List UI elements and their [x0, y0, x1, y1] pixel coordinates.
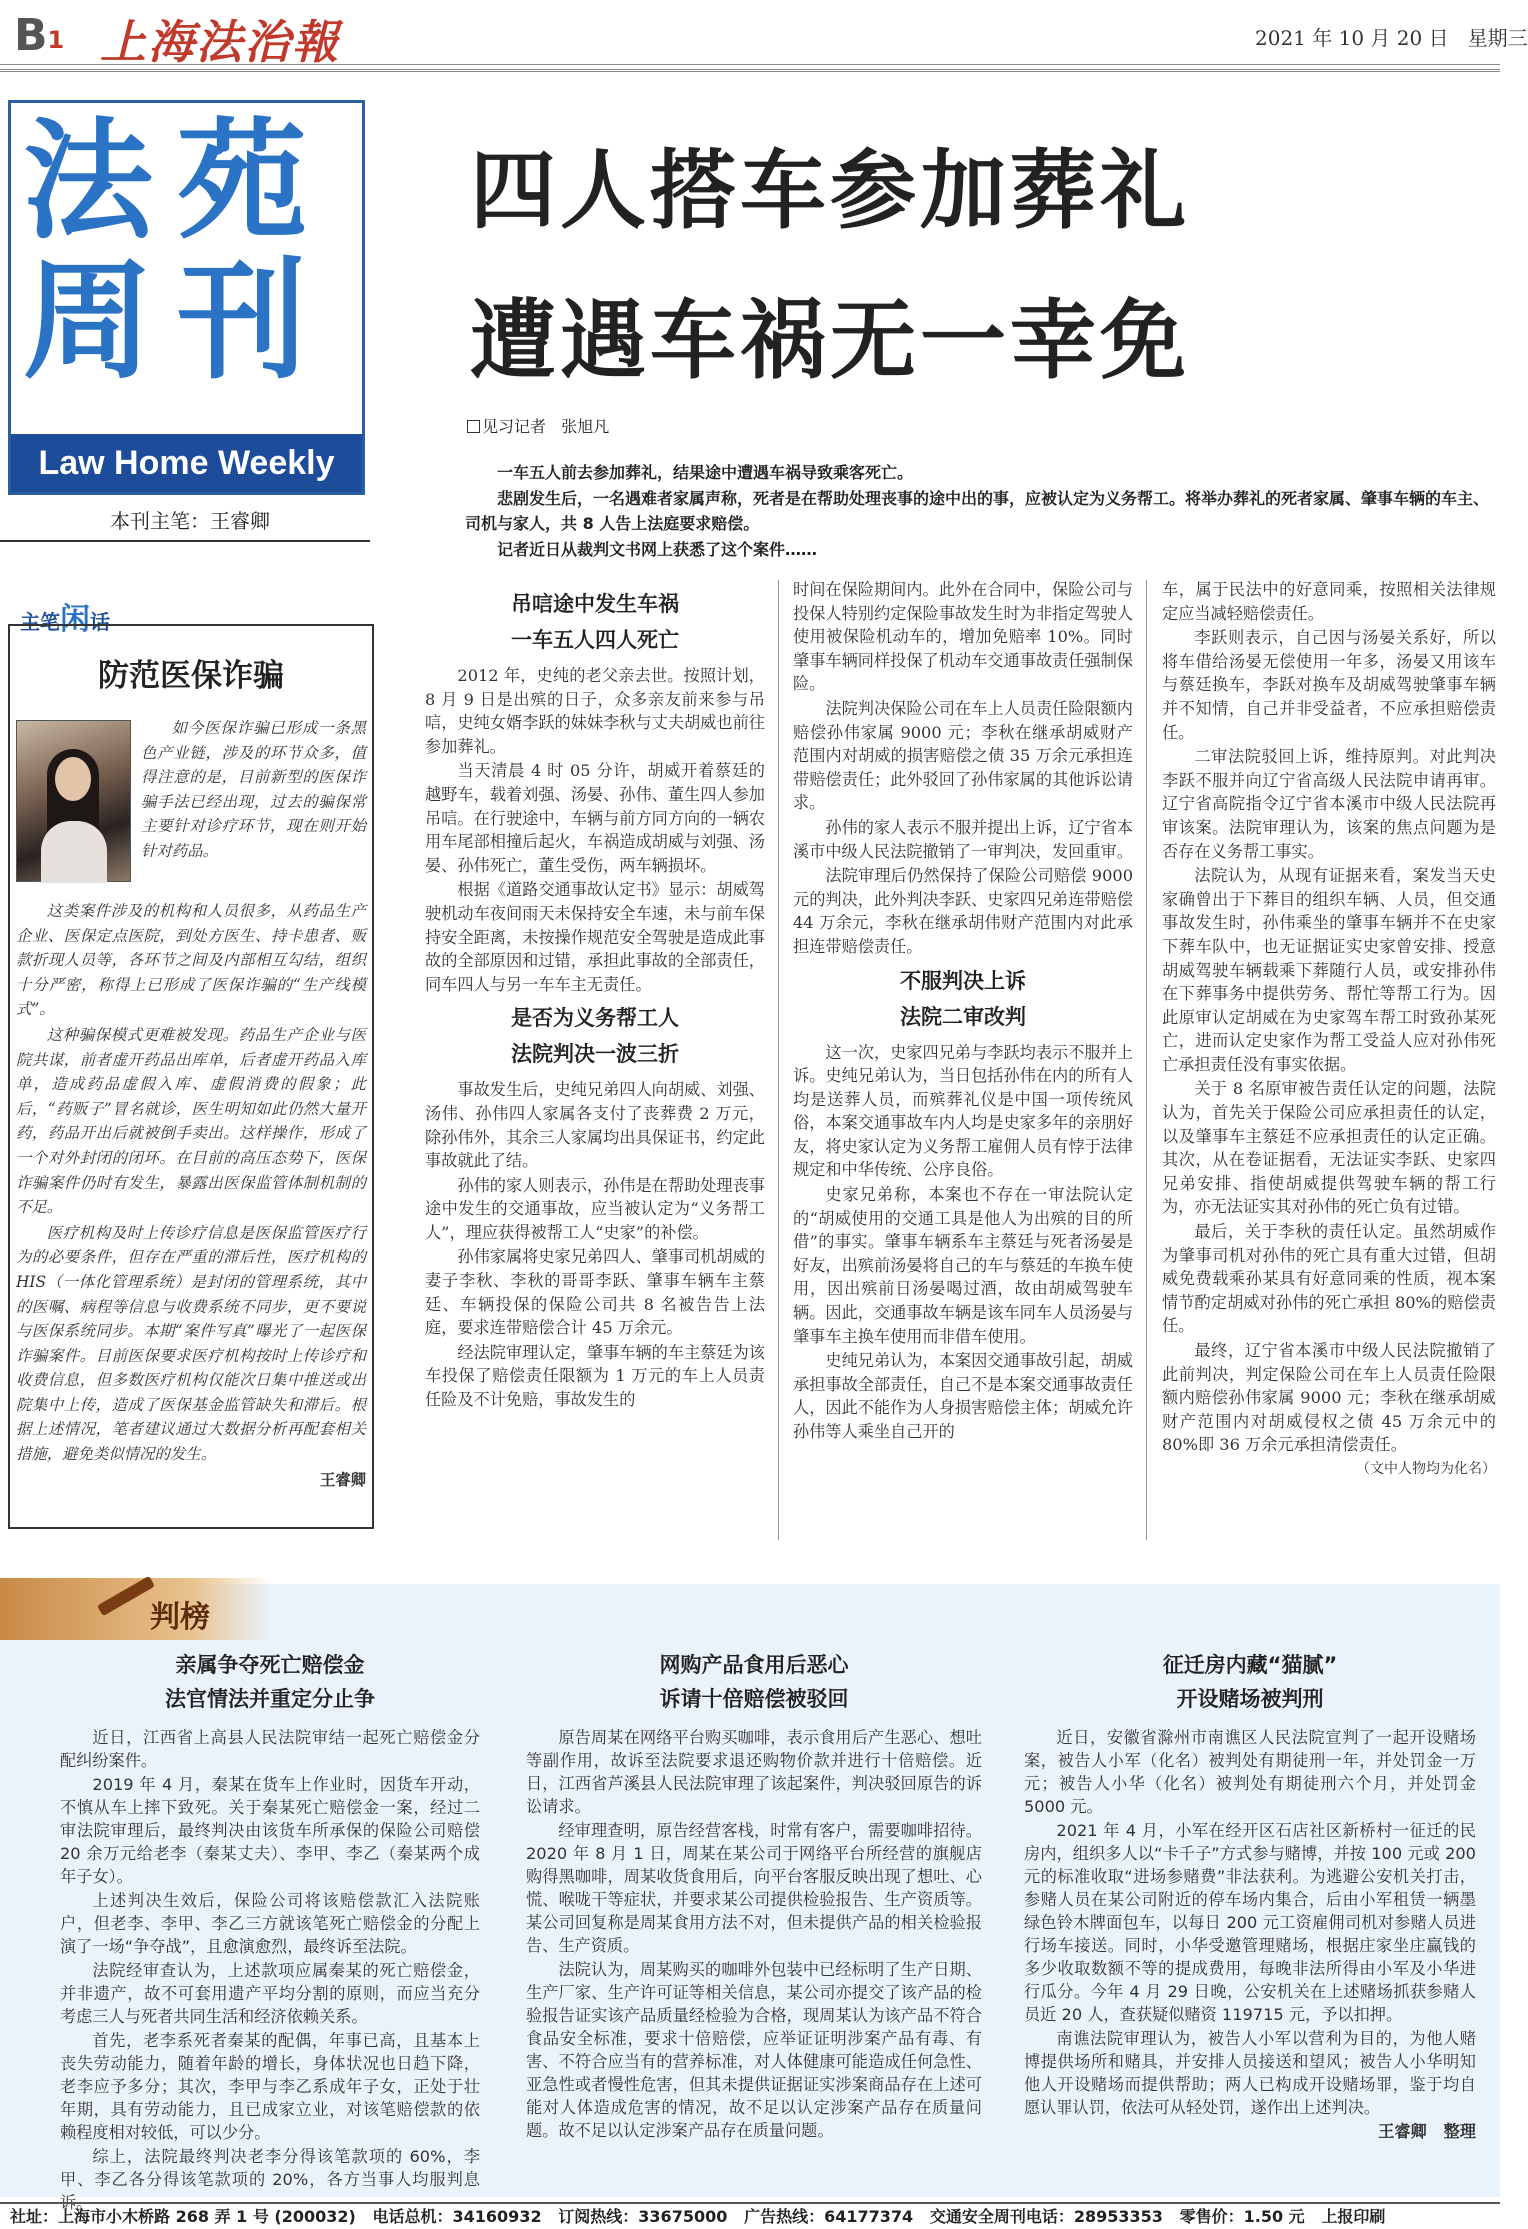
page-header: [0, 0, 1528, 72]
paragraph: 时间在保险期间内。此外在合同中，保险公司与投保人特别约定保险事故发生时为非指定驾驶人使用被保险机动车的，增加免赔率 10%。同时肇事车辆同样投保了机动车交通事故责任强制保险。: [793, 580, 1133, 694]
lead-paragraph: 一车五人前去参加葬礼，结果途中遭遇车祸导致乘客死亡。: [497, 463, 914, 482]
paragraph: 当天清晨 4 时 05 分许，胡威开着蔡廷的越野车，载着刘强、汤晏、孙伟、董生四人参加吊唁。在行驶途中，车辆与前方同方向的一辆农用车尾部相撞后起火，车祸造成胡威与刘强、汤晏、孙伟死亡，董生受伤，两车辆损坏。: [425, 761, 765, 875]
chief-editor: 本刊主笔：王睿卿: [110, 509, 270, 533]
paragraph: 经审理查明，原告经营客栈，时常有客户，需要咖啡招待。2020 年 8 月 1 日，周某在某公司于网络平台所经营的旗舰店购得黑咖啡，周某收货食用后，向平台客服反映出现了想吐、心慌、喉咙干等症状，并要求某公司提供检验报告、生产资质等。某公司回复称是周某食用方法不对，但未提供产品的相关检验报告、生产资质。: [526, 1821, 982, 1955]
verdict-title: 网购产品食用后恶心 诉请十倍赔偿被驳回: [659, 1653, 849, 1711]
paragraph: 2021 年 4 月，小军在经开区石店社区新桥村一征迁的民房内，组织多人以“卡千子”方式参与赌博，并按 100 元或 200 元的标准收取“进场参赌费”非法获利。为逃避公安机关打击，参赌人员在某公司附近的停车场内集合，后由小军租赁一辆墨绿色铃木牌面包车，以每日 200 元工资雇佣司机对参赌人员进行场车接送。同时，小华受邀管理赌场，根据庄家坐庄赢钱的多少收取数额不等的提成费用，每晚非法所得由小军及小华进行瓜分。今年 4 月 29 日晚，公安机关在上述赌场抓获参赌人员近 20 人，查获疑似赌资 119715 元，予以扣押。: [1024, 1821, 1476, 2024]
paragraph: 这一次，史家四兄弟与李跃均表示不服并上诉。史纯兄弟认为，当日包括孙伟在内的所有人均是送葬人员，而殡葬礼仪是中国一项传统风俗，本案交通事故车内人均是史家多年的亲朋好友，将史家认定为义务帮工雇佣人员有悖于法律规定和中华传统、公序良俗。: [793, 1042, 1133, 1180]
verdict-text: [60, 1726, 480, 2214]
lead-paragraph: 记者近日从裁判文书网上获悉了这个案件……: [497, 540, 818, 559]
paragraph: 原告周某在网络平台购买咖啡，表示食用后产生恶心、想吐等副作用，故诉至法院要求退还购物价款并进行十倍赔偿。近日，江西省芦溪县人民法院审理了该起案件，判决驳回原告的诉讼请求。: [526, 1728, 982, 1816]
logo-line-2: 周刊: [23, 245, 332, 397]
subheading: 吊唁途中发生车祸 一车五人四人死亡: [511, 592, 679, 652]
subheading: 是否为义务帮工人 法院判决一波三折: [511, 1006, 679, 1067]
weekly-logo-english: Law Home Weekly: [11, 434, 362, 492]
verdict-text: [1024, 1726, 1476, 2143]
verdict-label: 判榜: [150, 1600, 210, 1635]
verdict-item: [1024, 1648, 1476, 2143]
paragraph: 最终，辽宁省本溪市中级人民法院撤销了此前判决，判定保险公司在车上人员责任险限额内赔偿孙伟家属 9000 元；李秋在继承胡威财产范围内对胡威侵权之债 45 万余元中的 80%即 36 万余元承担清偿责任。: [1162, 1341, 1496, 1455]
issue-date: 2021 年 10 月 20 日 星期三: [1255, 26, 1528, 50]
square-icon: [467, 420, 480, 433]
paragraph: 史家兄弟称，本案也不存在一审法院认定的“胡威使用的交通工具是他人为出殡的目的所借”的事实。肇事车辆系车主蔡廷与死者汤晏是好友，出殡前汤晏将自己的车与蔡廷的车换车使用，因出殡前日汤晏喝过酒，故由胡威驾驶车辆。因此，交通事故车辆是该车同车人员汤晏与肇事车主换车使用而非借车使用。: [793, 1185, 1133, 1346]
page-footer: 社址：上海市小木桥路 268 弄 1 号 (200032) 电话总机：34160932 订阅热线：33675000 广告热线：64177374 交通安全周刊电话：28953353 零售价：1.50 元 上报印刷: [0, 2202, 1500, 2229]
editorial-title: 防范医保诈骗: [98, 658, 284, 694]
weekly-logo: [8, 100, 365, 495]
reporter-byline: [467, 414, 609, 437]
paragraph: 综上，法院最终判决老李分得该笔款项的 60%，李甲、李乙各分得该笔款项的 20%，各方当事人均服判息诉。: [60, 2147, 480, 2212]
paragraph: 经法院审理认定，肇事车辆的车主蔡廷为该车投保了赔偿责任限额为 1 万元的车上人员责任险及不计免赔，事故发生的: [425, 1342, 765, 1410]
editorial-label: 主笔闲话: [20, 602, 110, 637]
paragraph: 最后，关于李秋的责任认定。虽然胡威作为肇事司机对孙伟的死亡具有重大过错，但胡威免费载乘孙某具有好意同乘的性质，视本案情节酌定胡威对孙伟的死亡承担 80%的赔偿责任。: [1162, 1222, 1496, 1336]
paragraph: 孙伟的家人则表示，孙伟是在帮助处理丧事途中发生的交通事故，应当被认定为“义务帮工人”，理应获得被帮工人“史家”的补偿。: [425, 1175, 765, 1242]
weekly-logo-chars: [23, 105, 353, 397]
paragraph: 2012 年，史纯的老父亲去世。按照计划，8 月 9 日是出殡的日子，众多亲友前来参与吊唁，史纯女婿李跃的妹妹李秋与丈夫胡威也前往参加葬礼。: [425, 666, 765, 756]
headline-line-1: 四人搭车参加葬礼: [470, 141, 1190, 241]
page-number: B1: [14, 10, 65, 61]
paragraph: 法院审理后仍然保持了保险公司赔偿 9000 元的判决，此外判决李跃、史家四兄弟连带赔偿 44 万余元，李秋在继承胡伟财产范围内对此承担连带赔偿责任。: [793, 866, 1133, 956]
headline: [470, 116, 1190, 416]
article-column-2: [793, 578, 1133, 1445]
lead-paragraph: 悲剧发生后，一名遇难者家属声称，死者是在帮助处理丧事的途中出的事，应被认定为义务帮工。将举办葬礼的死者家属、肇事车辆的车主、司机与家人，共 8 人告上法庭要求赔偿。: [465, 489, 1490, 533]
editorial-body: [16, 899, 366, 1492]
column-divider: [778, 580, 779, 1540]
verdict-signature: 王睿卿 整理: [1378, 2122, 1476, 2141]
headline-line-2: 遭遇车祸无一幸免: [470, 291, 1190, 391]
paragraph: 法院认为，周某购买的咖啡外包装中已经标明了生产日期、生产厂家、生产许可证等相关信息，某公司亦提交了该产品的检验报告证实该产品质量经检验为合格，现周某认为该产品不符合食品安全标准，要求十倍赔偿，应举证证明涉案产品有毒、有害、不符合应当有的营养标准，对人体健康可能造成任何急性、亚急性或者慢性危害，但其未提供证据证实涉案商品存在上述可能对人体造成危害的情况，故不足以认定涉案产品存在质量问题。故不足以认定涉案产品存在质量问题。: [526, 1960, 982, 2140]
author-photo: [16, 720, 131, 882]
header-rule: [0, 64, 1500, 72]
verdict-banner: [0, 1578, 272, 1640]
name-note: （文中人物均为化名）: [1356, 1460, 1496, 1477]
paragraph: 南谯法院审理认为，被告人小军以营利为目的，为他人赌博提供场所和赌具，并安排人员接送和望风；被告人小华明知他人开设赌场而提供帮助；两人已构成开设赌场罪，鉴于均自愿认罪认罚，依法可从轻处罚，遂作出上述判决。: [1024, 2029, 1476, 2117]
paragraph: 事故发生后，史纯兄弟四人向胡威、刘强、汤伟、孙伟四人家属各支付了丧葬费 2 万元，除孙伟外，其余三人家属均出具保证书，约定此事故就此了结。: [425, 1080, 765, 1171]
verdict-title: 亲属争夺死亡赔偿金 法官情法并重定分止争: [165, 1653, 375, 1711]
paragraph: 法院判决保险公司在车上人员责任险限额内赔偿孙伟家属 9000 元；李秋在继承胡威财产范围内对胡威的损害赔偿之债 35 万余元承担连带赔偿责任；此外驳回了孙伟家属的其他诉讼请求。: [793, 698, 1133, 813]
gavel-icon: [97, 1576, 155, 1616]
column-divider: [1146, 580, 1147, 1540]
paragraph: 如今医保诈骗已形成一条黑色产业链，涉及的环节众多，值得注意的是，目前新型的医保诈骗手法已经出现，过去的骗保常主要针对诊疗环节，现在则开始针对药品。: [141, 719, 366, 860]
logo-line-1: 法苑: [23, 105, 332, 257]
paragraph: 孙伟的家人表示不服并提出上诉，辽宁省本溪市中级人民法院撤销了一审判决，发回重审。: [793, 817, 1133, 861]
article-column-1: [425, 582, 765, 1413]
paragraph: 法院认为，从现有证据来看，案发当天史家确曾出于下葬目的组织车辆、人员，但交通事故发生时，孙伟乘坐的肇事车辆并不在史家下葬车队中，也无证据证实史家曾安排、授意胡威驾驶车辆载乘下葬随行人员，或安排孙伟在下葬事务中提供劳务、帮忙等帮工行为。因此原审认定胡威在为史家驾车帮工时致孙某死亡，进而认定史家作为帮工受益人应对孙伟死亡承担责任没有事实依据。: [1162, 866, 1496, 1074]
paragraph: 李跃则表示，自己因与汤晏关系好，所以将车借给汤晏无偿使用一年多，汤晏又用该车与蔡廷换车，李跃对换车及胡威驾驶肇事车辆并不知情，自己并非受益者，不应承担赔偿责任。: [1162, 628, 1496, 742]
masthead-logo: 上海法治報: [100, 15, 340, 69]
paragraph: 首先，老李系死者秦某的配偶，年事已高，且基本上丧失劳动能力，随着年龄的增长，身体状况也日趋下降，老李应予多分；其次，李甲与李乙系成年子女，正处于壮年期，具有劳动能力，且已成家立业，对该笔赔偿款的依赖程度相对较低，可以少分。: [60, 2031, 480, 2142]
article-column-3: [1162, 578, 1496, 1482]
verdict-item: [526, 1648, 982, 2143]
paragraph: 法院经审查认为，上述款项应属秦某的死亡赔偿金，并非遗产，故不可套用遗产平均分割的原则，而应当充分考虑三人与死者共同生活和经济依赖关系。: [60, 1961, 480, 2026]
article-lead: [465, 460, 1497, 563]
paragraph: 根据《道路交通事故认定书》显示：胡威驾驶机动车夜间雨天未保持安全车速，未与前车保持安全距离，未按操作规范安全驾驶是造成此事故的全部原因和过错，承担此事故的全部责任，同车四人与另一车车主无责任。: [425, 880, 765, 994]
paragraph: 孙伟家属将史家兄弟四人、肇事司机胡威的妻子李秋、李秋的哥哥李跃、肇事车辆车主蔡廷、车辆投保的保险公司共 8 名被告告上法庭，要求连带赔偿合计 45 万余元。: [425, 1247, 765, 1338]
paragraph: 关于 8 名原审被告责任认定的问题，法院认为，首先关于保险公司应承担责任的认定，以及肇事车主蔡廷不应承担责任的认定正确。其次，从在卷证据看，无法证实李跃、史家四兄弟安排、指使胡威提供驾驶车辆的帮工行为，亦无法证实其对孙伟的死亡负有过错。: [1162, 1079, 1496, 1217]
paragraph: 上述判决生效后，保险公司将该赔偿款汇入法院账户，但老李、李甲、李乙三方就该笔死亡赔偿金的分配上演了一场“争夺战”，且愈演愈烈，最终诉至法院。: [60, 1891, 480, 1956]
verdict-text: [526, 1726, 982, 2142]
verdict-item: [60, 1648, 480, 2215]
paragraph: 车，属于民法中的好意同乘，按照相关法律规定应当减轻赔偿责任。: [1162, 580, 1496, 623]
verdict-title: 征迁房内藏“猫腻” 开设赌场被判刑: [1162, 1653, 1338, 1711]
paragraph: 史纯兄弟认为，本案因交通事故引起，胡威承担事故全部责任，自己不是本案交通事故责任人，因此不能作为人身损害赔偿主体；胡威允许孙伟等人乘坐自己开的: [793, 1351, 1133, 1441]
editorial-signature: 王睿卿: [319, 1470, 366, 1489]
paragraph: 二审法院驳回上诉，维持原判。对此判决李跃不服并向辽宁省高级人民法院申请再审。辽宁省高院指令辽宁省本溪市中级人民法院再审该案。法院审理认为，该案的焦点问题为是否存在义务帮工事实。: [1162, 747, 1496, 861]
paragraph: 这类案件涉及的机构和人员很多，从药品生产企业、医保定点医院，到处方医生、持卡患者、贩款折现人员等，各环节之间及内部相互勾结，组织十分严密，称得上已形成了医保诈骗的“生产线模式”。: [16, 902, 366, 1019]
paragraph: 医疗机构及时上传诊疗信息是医保监管医疗行为的必要条件，但存在严重的滞后性，医疗机构的 HIS（一体化管理系统）是封闭的管理系统，其中的医嘱、病程等信息与收费系统不同步，更不要说与医保系统同步。本期“案件写真”曝光了一起医保诈骗案件。目前医保要求医疗机构按时上传诊疗和收费信息，但多数医疗机构仅能次日集中推送或出院集中上传，造成了医保基金监管缺失和滞后。根据上述情况，笔者建议通过大数据分析再配套相关措施，避免类似情况的发生。: [16, 1223, 366, 1464]
paragraph: 2019 年 4 月，秦某在货车上作业时，因货车开动，不慎从车上摔下致死。关于秦某死亡赔偿金一案，经过二审法院审理后，最终判决由该货车所承保的保险公司赔偿 20 余万元给老李（秦某丈夫）、李甲、李乙（秦某两个成年子女）。: [60, 1775, 480, 1886]
paragraph: 这种骗保模式更难被发现。药品生产企业与医院共谋，前者虚开药品出库单，后者虚开药品入库单，造成药品虚假入库、虚假消费的假象；此后，“药贩子”冒名就诊，医生明知如此仍然大量开药，药品开出后就被倒手卖出。这样操作，形成了一个对外封闭的闭环。在目前的高压态势下，医保诈骗案件仍时有发生，暴露出医保监管体制机制的不足。: [16, 1025, 366, 1217]
divider: [0, 540, 370, 542]
subheading: 不服判决上诉 法院二审改判: [900, 968, 1026, 1029]
editorial-intro: [141, 716, 366, 865]
paragraph: 近日，安徽省滁州市南谯区人民法院宣判了一起开设赌场案，被告人小军（化名）被判处有期徒刑一年，并处罚金一万元；被告人小华（化名）被判处有期徒刑六个月，并处罚金 5000 元。: [1024, 1728, 1476, 1816]
reporter-name: 见习记者 张旭凡: [482, 417, 610, 436]
paragraph: 近日，江西省上高县人民法院审结一起死亡赔偿金分配纠纷案件。: [60, 1728, 480, 1770]
